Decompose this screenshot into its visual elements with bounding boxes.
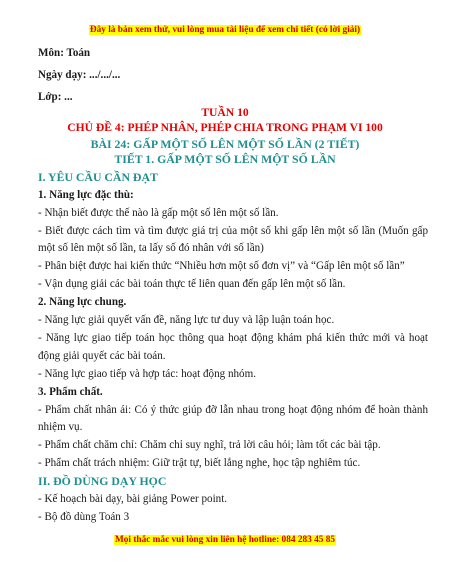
- sub1-heading: 1. Năng lực đặc thù:: [38, 189, 134, 201]
- text-line: - Kế hoạch bài dạy, bài giảng Power point.: [38, 493, 228, 505]
- grade-line: Lớp: ...: [38, 91, 73, 103]
- text-line: động giải quyết các bài toán.: [38, 350, 166, 362]
- text-line: - Phân biệt được hai kiến thức “Nhiều hơn một số đơn vị” và “Gấp lên một số lần”: [38, 260, 405, 272]
- preview-banner: Đây là bản xem thử, vui lòng mua tài liệu để xem chi tiết (có lời giải): [89, 25, 361, 35]
- lesson-title: BÀI 24: GẤP MỘT SỐ LÊN MỘT SỐ LẦN (2 TIẾT): [90, 137, 360, 151]
- topic-title: CHỦ ĐỀ 4: PHÉP NHÂN, PHÉP CHIA TRONG PHẠM VI 100: [67, 121, 383, 134]
- text-line: - Phẩm chất trách nhiệm: Giữ trật tự, biết lắng nghe, học tập nghiêm túc.: [38, 457, 361, 469]
- text-line: - Phẩm chất chăm chỉ: Chăm chỉ suy nghĩ, trả lời câu hỏi; làm tốt các bài tập.: [38, 439, 381, 451]
- text-line: - Vận dụng giải các bài toán thực tế liên quan đến gấp lên một số lần.: [38, 278, 346, 290]
- text-line: nhiệm vụ.: [38, 421, 83, 433]
- text-line: - Biết được cách tìm và tìm được giá trị của một số khi gấp lên một số lần (Muốn gấp: [38, 225, 428, 237]
- period-title: TIẾT 1. GẤP MỘT SỐ LÊN MỘT SỐ LẦN: [114, 152, 336, 166]
- text-line: - Nhận biết được thế nào là gấp một số lên một số lần.: [38, 207, 279, 219]
- section1-heading: I. YÊU CẦU CẦN ĐẠT: [38, 170, 158, 184]
- sub2-heading: 2. Năng lực chung.: [38, 296, 127, 308]
- text-line: - Năng lực giải quyết vấn đề, năng lực tư duy và lập luận toán học.: [38, 314, 335, 326]
- text-line: một số lên một số lần, ta lấy số đó nhân với số lần): [38, 242, 264, 254]
- text-line: - Năng lực giao tiếp và hợp tác: hoạt động nhóm.: [38, 368, 256, 380]
- sub3-heading: 3. Phẩm chất.: [38, 386, 103, 398]
- hotline-banner: Mọi thắc mắc vui lòng xin liên hệ hotline: 084 283 45 85: [114, 535, 336, 545]
- section2-heading: II. ĐỒ DÙNG DẠY HỌC: [38, 474, 167, 488]
- text-line: - Phẩm chất nhân ái: Có ý thức giúp đỡ lẫn nhau trong hoạt động nhóm để hoàn thành: [38, 404, 428, 416]
- week-title: TUẦN 10: [201, 106, 249, 119]
- subject-line: Môn: Toán: [38, 47, 91, 59]
- text-line: - Bộ đồ dùng Toán 3: [38, 511, 130, 523]
- date-line: Ngày dạy: .../.../...: [38, 69, 121, 81]
- text-line: - Năng lực giao tiếp toán học thông qua hoạt động khám phá kiến thức mới và hoạt: [38, 332, 428, 344]
